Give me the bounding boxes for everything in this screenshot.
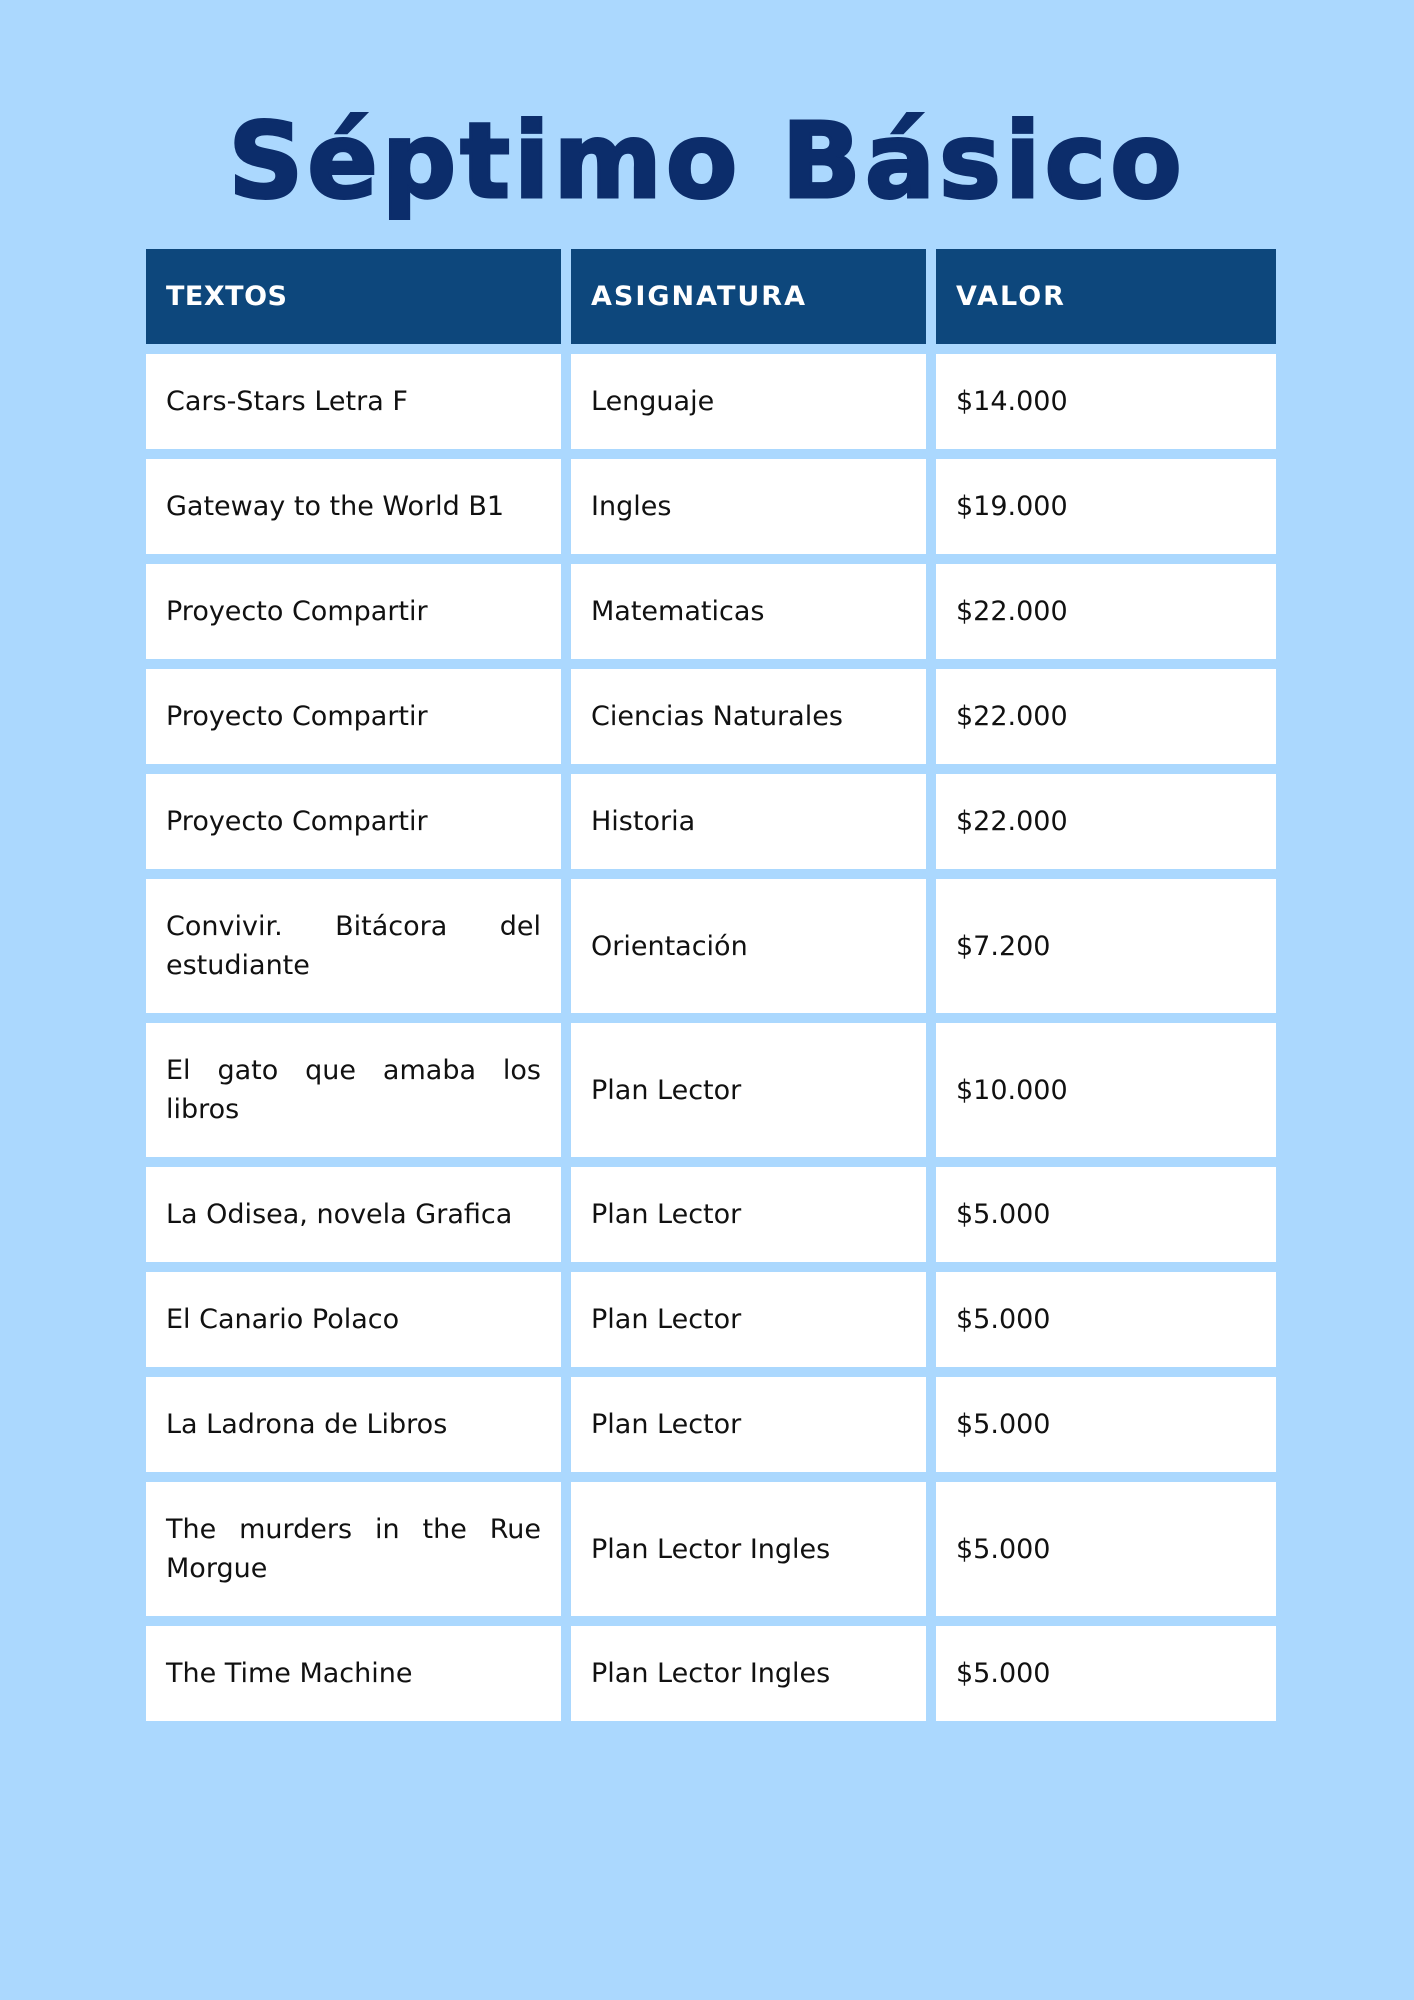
text-cell: Cars-Stars Letra F xyxy=(146,354,561,449)
text-cell: Proyecto Compartir xyxy=(146,669,561,764)
price-cell: $5.000 xyxy=(936,1167,1276,1262)
table-row xyxy=(146,1023,1276,1157)
price-cell: $5.000 xyxy=(936,1272,1276,1367)
table-row xyxy=(146,879,1276,1013)
price-cell: $19.000 xyxy=(936,459,1276,554)
table-row xyxy=(146,354,1276,449)
text-cell: The Time Machine xyxy=(146,1626,561,1721)
price-cell: $10.000 xyxy=(936,1023,1276,1157)
text-cell: Proyecto Compartir xyxy=(146,774,561,869)
table-row xyxy=(146,1272,1276,1367)
text-cell: The murders in the Rue Morgue xyxy=(146,1482,561,1616)
price-cell: $22.000 xyxy=(936,669,1276,764)
table-row xyxy=(146,1482,1276,1616)
table-row xyxy=(146,564,1276,659)
text-cell: Gateway to the World B1 xyxy=(146,459,561,554)
book-list-table xyxy=(136,239,1286,1731)
subject-cell: Plan Lector xyxy=(571,1023,926,1157)
text-cell: La Odisea, novela Grafica xyxy=(146,1167,561,1262)
table-header-row xyxy=(146,249,1276,344)
subject-cell: Orientación xyxy=(571,879,926,1013)
table-row xyxy=(146,1626,1276,1721)
price-cell: $5.000 xyxy=(936,1377,1276,1472)
price-cell: $7.200 xyxy=(936,879,1276,1013)
table-row xyxy=(146,1377,1276,1472)
price-cell: $22.000 xyxy=(936,564,1276,659)
table-row xyxy=(146,774,1276,869)
subject-cell: Plan Lector Ingles xyxy=(571,1482,926,1616)
table-row xyxy=(146,669,1276,764)
header-textos: TEXTOS xyxy=(146,249,561,344)
header-valor: VALOR xyxy=(936,249,1276,344)
subject-cell: Plan Lector xyxy=(571,1167,926,1262)
subject-cell: Plan Lector xyxy=(571,1272,926,1367)
price-cell: $22.000 xyxy=(936,774,1276,869)
subject-cell: Plan Lector xyxy=(571,1377,926,1472)
table-row xyxy=(146,459,1276,554)
page-title: Séptimo Básico xyxy=(228,100,1186,222)
subject-cell: Historia xyxy=(571,774,926,869)
header-asignatura: ASIGNATURA xyxy=(571,249,926,344)
subject-cell: Matematicas xyxy=(571,564,926,659)
subject-cell: Lenguaje xyxy=(571,354,926,449)
text-cell: Convivir. Bitácora del estudiante xyxy=(146,879,561,1013)
subject-cell: Ciencias Naturales xyxy=(571,669,926,764)
price-cell: $5.000 xyxy=(936,1482,1276,1616)
table-row xyxy=(146,1167,1276,1262)
text-cell: El gato que amaba los libros xyxy=(146,1023,561,1157)
text-cell: El Canario Polaco xyxy=(146,1272,561,1367)
subject-cell: Plan Lector Ingles xyxy=(571,1626,926,1721)
price-cell: $14.000 xyxy=(936,354,1276,449)
text-cell: Proyecto Compartir xyxy=(146,564,561,659)
subject-cell: Ingles xyxy=(571,459,926,554)
price-cell: $5.000 xyxy=(936,1626,1276,1721)
text-cell: La Ladrona de Libros xyxy=(146,1377,561,1472)
